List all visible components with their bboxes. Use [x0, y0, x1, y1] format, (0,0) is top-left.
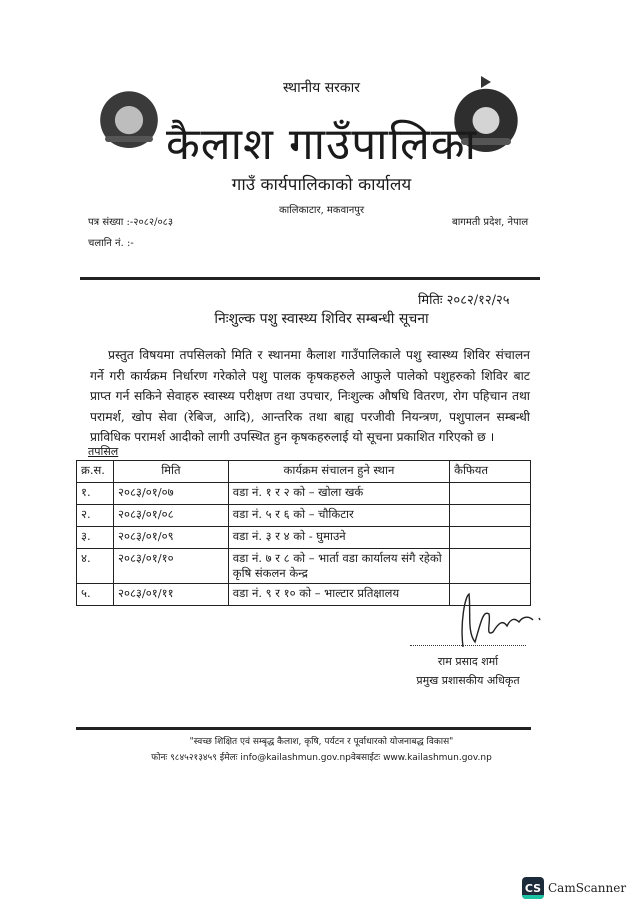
row-location: वडा नं. ५ र ६ को – चौकिटार [228, 505, 449, 527]
notice-date: मितिः २०८२/१२/२५ [418, 293, 510, 308]
province-label: बागमती प्रदेश, नेपाल [452, 217, 529, 228]
camscanner-label: CamScanner [548, 881, 627, 895]
row-remarks [450, 483, 531, 505]
municipality-title: कैलाश गाउँपालिका [165, 119, 477, 170]
table-header-row [77, 461, 531, 483]
notice-body: प्रस्तुत विषयमा तपसिलको मिति र स्थानमा कैलाश गाउँपालिकाले पशु स्वास्थ्य शिविर संचालन गर्ने गरी कार्यक्रम निर्धारण गरेकोले पशु पालक कृषकहरुले आफुले पालेको पशुहरुको शिविर बाट प्राप्त गर्न सकिने सेवाहरु स्वास्थ्य परीक्षण तथा उपचार, निःशुल्क औषधि वितरण, रोग पहिचान तथा परामर्श, खोप सेवा (रेबिज, आदि), आन्तरिक तथा बाह्य परजीवी नियन्त्रण, पशुपालन सम्बन्धी प्राविधिक परामर्श आदीको लागी उपस्थित हुन कृषकहरुलाई यो सूचना प्रकाशित गरिएको छ । [90, 348, 530, 444]
signature-icon [455, 592, 545, 652]
signer-title: प्रमुख प्रशासकीय अधिकृत [416, 674, 520, 687]
table-row [77, 527, 531, 549]
footer-contact: फोनः ९८४५२१३४५९ ईमेलः info@kailashmun.gov.npवेबसाईटः www.kailashmun.gov.np [151, 753, 492, 763]
signature-line [410, 645, 526, 646]
camscanner-logo-icon: CS [522, 877, 544, 899]
row-remarks [450, 527, 531, 549]
office-name: गाउँ कार्यपालिकाको कार्यालय [231, 175, 412, 195]
row-date: २०८३/०१/०७ [113, 483, 228, 505]
row-location: वडा नं. १ र २ को – खोला खर्क [228, 483, 449, 505]
header-location: कार्यक्रम संचालन हुने स्थान [228, 461, 449, 483]
footer-slogan: "स्वच्छ शिक्षित एवं सम्बृद्ध कैलाश, कृषि, पर्यटन र पूर्वाधारको योजनाबद्ध विकास" [189, 737, 454, 747]
row-date: २०८३/०१/०८ [113, 505, 228, 527]
row-date: २०८३/०१/०९ [113, 527, 228, 549]
header-date: मिति [113, 461, 228, 483]
reference-number: पत्र संख्या :-२०८२/०८३ [88, 217, 174, 228]
row-location: वडा नं. ७ र ८ को – भार्ता वडा कार्यालय संगै रहेको कृषि संकलन केन्द्र [228, 549, 449, 584]
header-serial: क्र.स. [77, 461, 114, 483]
dispatch-number: चलानि नं. :- [88, 238, 134, 249]
row-remarks [450, 549, 531, 584]
footer-divider [76, 727, 531, 730]
government-label: स्थानीय सरकार [283, 80, 360, 96]
header-divider [80, 277, 540, 280]
header-remarks: कैफियत [450, 461, 531, 483]
table-row [77, 505, 531, 527]
camscanner-watermark [522, 877, 626, 899]
signer-name: राम प्रसाद शर्मा [437, 655, 499, 668]
row-date: २०८३/०१/१० [113, 549, 228, 584]
table-row [77, 483, 531, 505]
schedule-table [76, 460, 531, 606]
office-address: कालिकाटार, मकवानपुर [278, 205, 365, 216]
row-serial: ५. [77, 584, 114, 606]
row-remarks [450, 505, 531, 527]
row-location: वडा नं. ३ र ४ को - घुमाउने [228, 527, 449, 549]
row-location: वडा नं. ९ र १० को – भाल्टार प्रतिक्षालय [228, 584, 449, 606]
row-serial: १. [77, 483, 114, 505]
row-date: २०८३/०१/११ [113, 584, 228, 606]
table-row [77, 549, 531, 584]
row-serial: २. [77, 505, 114, 527]
schedule-label: तपसिल [88, 445, 119, 458]
row-serial: ३. [77, 527, 114, 549]
notice-title: निःशुल्क पशु स्वास्थ्य शिविर सम्बन्धी सूचना [214, 311, 429, 327]
row-serial: ४. [77, 549, 114, 584]
